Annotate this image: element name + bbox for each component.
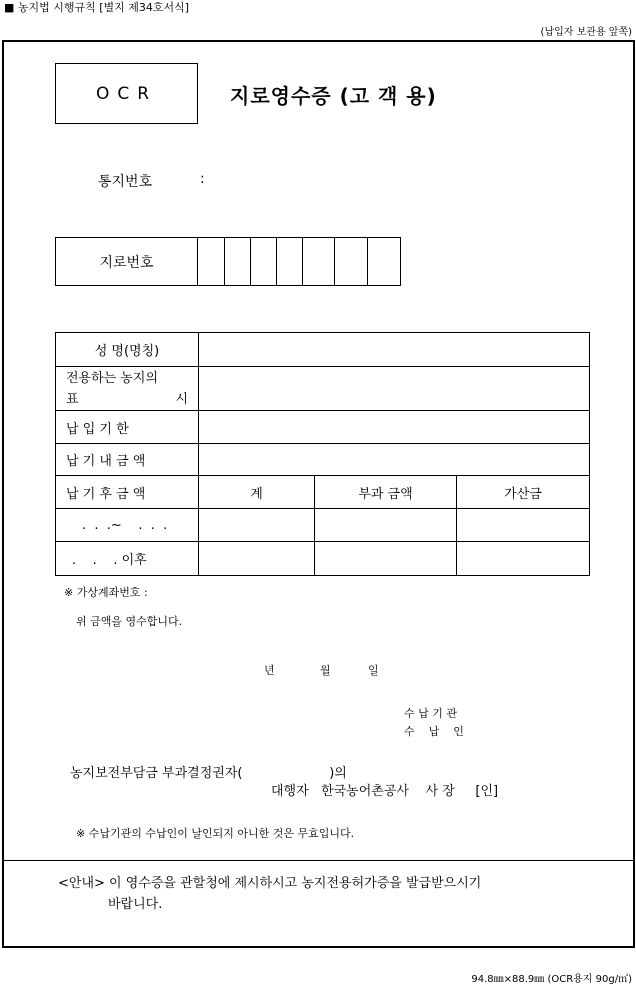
amount-after-label: 납 기 후 금 액 [56,476,199,509]
paper-spec: 94.8㎜×88.9㎜ (OCR용지 90g/㎡) [471,974,632,984]
giro-digit-box[interactable] [198,237,225,286]
received-statement: 위 금액을 영수합니다. [76,615,183,628]
table-row [56,367,590,411]
name-value[interactable] [199,333,590,367]
after-total-cell[interactable] [199,542,315,576]
date-year: 년 [264,664,275,677]
land-label-word1: 표 [66,391,79,407]
table-row [56,476,590,509]
land-label [56,367,199,411]
giro-digit-box[interactable] [277,237,303,286]
giro-number-label: 지로번호 [55,237,198,286]
receipt-title: 지로영수증 (고 객 용) [230,84,437,108]
guide-line-1: <안내> 이 영수증을 관할청에 제시하시고 농지전용허가증을 발급받으시기 [58,876,482,891]
retain-note: (납입자 보관용 앞쪽) [540,27,632,38]
notice-number-colon: : [200,171,205,187]
amount-before-label: 납 기 내 금 액 [56,444,199,476]
due-date-label: 납 입 기 한 [56,411,199,444]
land-label-line1: 전용하는 농지의 [66,370,159,386]
table-row [56,542,590,576]
period-levy-cell[interactable] [315,509,457,542]
date-month: 월 [320,664,331,677]
period-label: . . .~ . . . [56,509,199,542]
land-label-word2: 시 [175,391,188,407]
table-row [56,444,590,476]
amount-before-value[interactable] [199,444,590,476]
table-row [56,333,590,367]
name-label: 성 명(명칭) [56,333,199,367]
giro-digit-box[interactable] [368,237,401,286]
payer-line: 농지보전부담금 부과결정권자( )의 [70,766,347,781]
table-row [56,509,590,542]
period-surcharge-cell[interactable] [457,509,590,542]
giro-digit-box[interactable] [335,237,368,286]
giro-digit-box[interactable] [251,237,277,286]
receiving-seal-label: 수 납 인 [404,725,464,738]
land-label-line2 [66,389,188,410]
agent-line: 대행자 한국농어촌공사 사 장 [인] [271,784,499,799]
date-day: 일 [368,664,379,677]
after-surcharge-cell[interactable] [457,542,590,576]
virtual-account-label: ※ 가상계좌번호 : [64,586,148,599]
after-levy-cell[interactable] [315,542,457,576]
payment-table [55,332,590,576]
ocr-box: OCR [55,63,198,124]
due-date-value[interactable] [199,411,590,444]
giro-digit-box[interactable] [225,237,251,286]
invalid-note: ※ 수납기관의 수납인이 날인되지 아니한 것은 무효입니다. [76,827,355,840]
after-period-label: . . . 이후 [56,542,199,576]
guide-divider [2,860,635,861]
total-column-header: 계 [199,476,315,509]
table-row [56,411,590,444]
guide-line-2: 바랍니다. [108,897,163,912]
period-total-cell[interactable] [199,509,315,542]
surcharge-column-header: 가산금 [457,476,590,509]
levy-column-header: 부과 금액 [315,476,457,509]
giro-digit-box[interactable] [303,237,335,286]
form-reference: ■ 농지법 시행규칙 [별지 제34호서식] [4,1,190,14]
land-value[interactable] [199,367,590,411]
notice-number-label: 통지번호 [98,174,153,190]
receiving-agency-label: 수 납 기 관 [404,707,457,720]
